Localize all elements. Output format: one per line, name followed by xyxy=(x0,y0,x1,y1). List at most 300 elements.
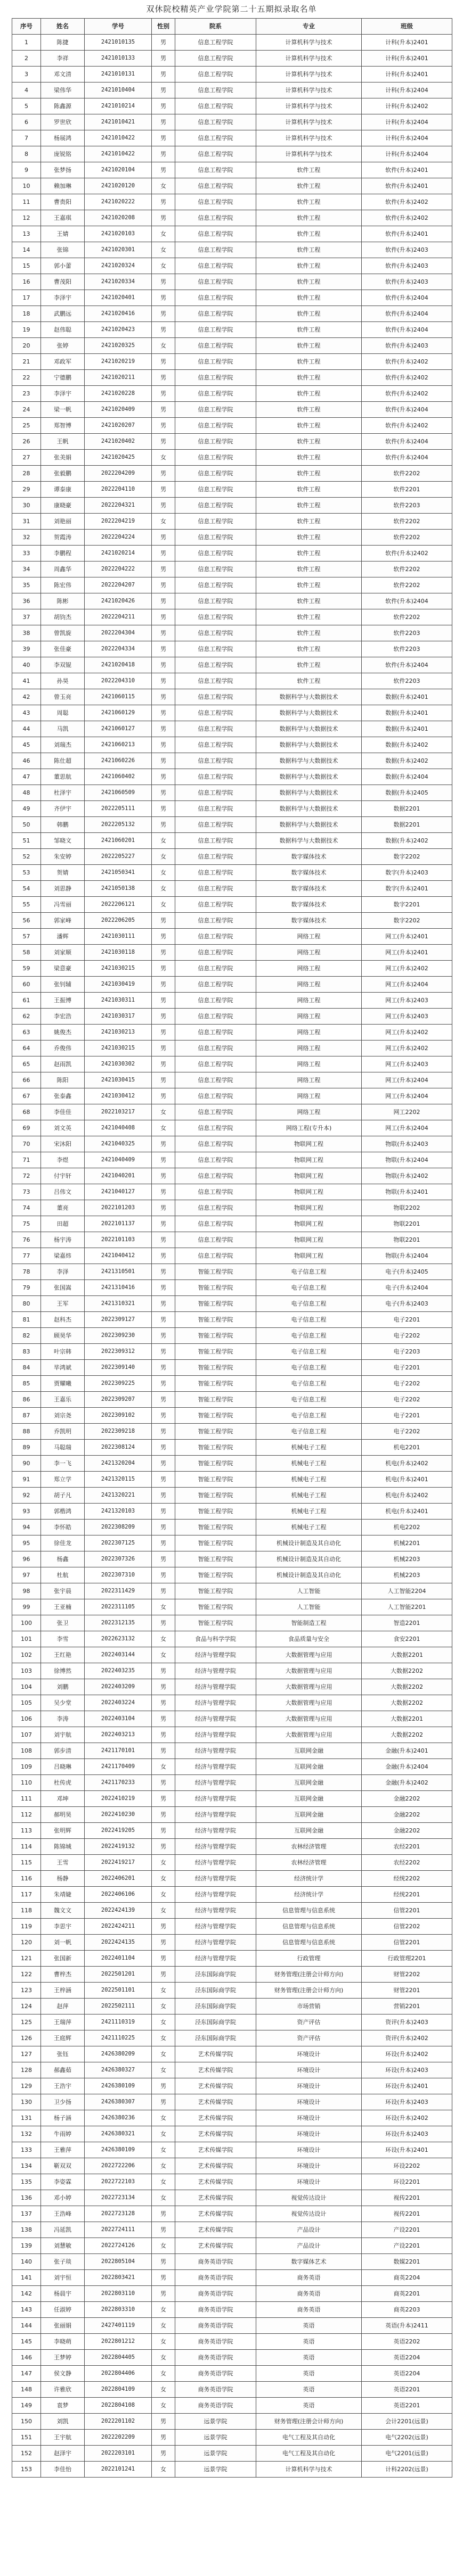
student-college-cell: 信息工程学院 xyxy=(175,67,256,82)
student-id-cell: 2421320204 xyxy=(85,1456,152,1472)
student-name-cell: 赵科杰 xyxy=(41,1312,85,1328)
student-class-cell: 视传2201 xyxy=(362,2206,452,2222)
student-gender-cell: 男 xyxy=(152,2206,175,2222)
table-row xyxy=(12,1951,452,1967)
student-college-cell: 信息工程学院 xyxy=(175,466,256,482)
student-gender-cell: 男 xyxy=(152,993,175,1009)
student-name-cell: 郭家峰 xyxy=(41,913,85,929)
student-class-cell: 计科2202(远景) xyxy=(362,2462,452,2478)
student-name-cell: 曹茂阳 xyxy=(41,274,85,290)
student-id-cell: 2421020425 xyxy=(85,450,152,466)
student-major-cell: 软件工程 xyxy=(256,210,362,226)
student-name-cell: 杨宇涛 xyxy=(41,1232,85,1248)
table-row xyxy=(12,2046,452,2062)
table-row xyxy=(12,1935,452,1951)
student-gender-cell: 女 xyxy=(152,2398,175,2414)
student-major-cell: 商务英语 xyxy=(256,2302,362,2318)
student-class-cell: 大数据2202 xyxy=(362,1695,452,1711)
student-id-cell: 2022309218 xyxy=(85,1424,152,1440)
student-gender-cell: 男 xyxy=(152,945,175,961)
student-gender-cell: 女 xyxy=(152,2046,175,2062)
student-gender-cell: 男 xyxy=(152,354,175,370)
student-college-cell: 艺术传媒学院 xyxy=(175,2238,256,2254)
student-major-cell: 互联网金融 xyxy=(256,1823,362,1839)
student-college-cell: 智能工程学院 xyxy=(175,1520,256,1535)
student-id-cell: 2022307125 xyxy=(85,1535,152,1551)
student-id-cell: 2421020423 xyxy=(85,322,152,338)
table-row xyxy=(12,1727,452,1743)
row-index-cell: 18 xyxy=(12,306,41,322)
student-class-cell: 软件(升本)2402 xyxy=(362,354,452,370)
row-index-cell: 8 xyxy=(12,146,41,162)
table-row xyxy=(12,1088,452,1104)
student-name-cell: 潘辉 xyxy=(41,929,85,945)
student-gender-cell: 男 xyxy=(152,290,175,306)
student-id-cell: 2421030412 xyxy=(85,1088,152,1104)
row-index-cell: 50 xyxy=(12,817,41,833)
student-class-cell: 数据(升本)2402 xyxy=(362,753,452,769)
student-id-cell: 2421020418 xyxy=(85,657,152,673)
document-title: 双休院校精英产业学院第二十五期拟录取名单 xyxy=(146,4,317,14)
student-class-cell: 软件(升本)2402 xyxy=(362,370,452,386)
student-college-cell: 信息工程学院 xyxy=(175,625,256,641)
row-index-cell: 4 xyxy=(12,82,41,98)
row-index-cell: 105 xyxy=(12,1695,41,1711)
row-index-cell: 90 xyxy=(12,1456,41,1472)
table-row xyxy=(12,577,452,593)
row-index-cell: 70 xyxy=(12,1136,41,1152)
table-row xyxy=(12,2446,452,2462)
row-index-cell: 57 xyxy=(12,929,41,945)
row-index-cell: 115 xyxy=(12,1855,41,1871)
student-college-cell: 信息工程学院 xyxy=(175,274,256,290)
table-row xyxy=(12,562,452,577)
table-row xyxy=(12,785,452,801)
student-name-cell: 陈仕超 xyxy=(41,753,85,769)
student-major-cell: 软件工程 xyxy=(256,657,362,673)
student-name-cell: 刘凯 xyxy=(41,2414,85,2430)
student-major-cell: 计算机科学与技术 xyxy=(256,67,362,82)
student-id-cell: 2022419132 xyxy=(85,1839,152,1855)
student-major-cell: 行政管理 xyxy=(256,1951,362,1967)
table-row xyxy=(12,1312,452,1328)
student-class-cell: 产设2201 xyxy=(362,2238,452,2254)
student-college-cell: 信息工程学院 xyxy=(175,114,256,130)
student-class-cell: 软件(升本)2404 xyxy=(362,450,452,466)
student-class-cell: 数据2201 xyxy=(362,801,452,817)
student-class-cell: 物联(升本)2403 xyxy=(362,1136,452,1152)
student-college-cell: 艺术传媒学院 xyxy=(175,2222,256,2238)
row-index-cell: 40 xyxy=(12,657,41,673)
table-row xyxy=(12,386,452,402)
student-class-cell: 机电2202 xyxy=(362,1520,452,1535)
student-college-cell: 艺术传媒学院 xyxy=(175,2190,256,2206)
student-major-cell: 电子信息工程 xyxy=(256,1280,362,1296)
table-row xyxy=(12,482,452,498)
row-index-cell: 54 xyxy=(12,881,41,897)
table-row xyxy=(12,1408,452,1424)
student-name-cell: 张卫 xyxy=(41,1615,85,1631)
student-name-cell: 胡子凡 xyxy=(41,1488,85,1504)
student-name-cell: 李佳怡 xyxy=(41,2462,85,2478)
row-index-cell: 55 xyxy=(12,897,41,913)
student-major-cell: 环境设计 xyxy=(256,2062,362,2078)
row-index-cell: 34 xyxy=(12,562,41,577)
row-index-cell: 59 xyxy=(12,961,41,977)
student-class-cell: 食安2201 xyxy=(362,1631,452,1647)
student-college-cell: 经济与管理学院 xyxy=(175,1663,256,1679)
student-major-cell: 物联网工程 xyxy=(256,1248,362,1264)
student-college-cell: 经济与管理学院 xyxy=(175,1935,256,1951)
student-name-cell: 杨静 xyxy=(41,1871,85,1887)
student-name-cell: 刘宇航 xyxy=(41,1727,85,1743)
student-college-cell: 信息工程学院 xyxy=(175,354,256,370)
student-gender-cell: 男 xyxy=(152,1056,175,1072)
row-index-cell: 36 xyxy=(12,593,41,609)
row-index-cell: 151 xyxy=(12,2430,41,2446)
student-class-cell: 网工(升本)2401 xyxy=(362,929,452,945)
student-major-cell: 数字媒体技术 xyxy=(256,913,362,929)
student-major-cell: 电子信息工程 xyxy=(256,1424,362,1440)
student-name-cell: 刘思静 xyxy=(41,881,85,897)
student-name-cell: 武鹏远 xyxy=(41,306,85,322)
column-header-class: 班级 xyxy=(362,19,452,35)
student-major-cell: 软件工程 xyxy=(256,546,362,562)
student-college-cell: 智能工程学院 xyxy=(175,1551,256,1567)
student-college-cell: 信息工程学院 xyxy=(175,913,256,929)
student-gender-cell: 女 xyxy=(152,897,175,913)
student-id-cell: 2022801212 xyxy=(85,2334,152,2350)
row-index-cell: 95 xyxy=(12,1535,41,1551)
table-row xyxy=(12,2222,452,2238)
student-id-cell: 2421020120 xyxy=(85,178,152,194)
student-id-cell: 2421030415 xyxy=(85,1072,152,1088)
student-college-cell: 信息工程学院 xyxy=(175,817,256,833)
student-major-cell: 软件工程 xyxy=(256,178,362,194)
student-class-cell: 软件2203 xyxy=(362,498,452,514)
student-name-cell: 曾玉亮 xyxy=(41,689,85,705)
student-class-cell: 环设(升本)2403 xyxy=(362,2062,452,2078)
student-class-cell: 软件(升本)2404 xyxy=(362,434,452,450)
table-row xyxy=(12,977,452,993)
student-college-cell: 信息工程学院 xyxy=(175,130,256,146)
student-major-cell: 机械电子工程 xyxy=(256,1504,362,1520)
student-name-cell: 刘瑞杰 xyxy=(41,737,85,753)
student-college-cell: 艺术传媒学院 xyxy=(175,2110,256,2126)
student-class-cell: 英语(升本)2411 xyxy=(362,2318,452,2334)
student-class-cell: 软件(升本)2402 xyxy=(362,418,452,434)
student-id-cell: 2421020222 xyxy=(85,194,152,210)
student-class-cell: 电子2202 xyxy=(362,1376,452,1392)
student-gender-cell: 女 xyxy=(152,2142,175,2158)
student-id-cell: 2421040325 xyxy=(85,1136,152,1152)
student-college-cell: 智能工程学院 xyxy=(175,1296,256,1312)
student-id-cell: 2421030311 xyxy=(85,993,152,1009)
table-row xyxy=(12,1711,452,1727)
row-index-cell: 75 xyxy=(12,1216,41,1232)
row-index-cell: 60 xyxy=(12,977,41,993)
student-gender-cell: 男 xyxy=(152,546,175,562)
row-index-cell: 89 xyxy=(12,1440,41,1456)
student-gender-cell: 男 xyxy=(152,1711,175,1727)
student-id-cell: 2421020401 xyxy=(85,290,152,306)
student-class-cell: 软件2202 xyxy=(362,577,452,593)
table-row xyxy=(12,2254,452,2270)
student-class-cell: 金融2202 xyxy=(362,1791,452,1807)
student-major-cell: 电子信息工程 xyxy=(256,1392,362,1408)
row-index-cell: 42 xyxy=(12,689,41,705)
student-major-cell: 软件工程 xyxy=(256,498,362,514)
row-index-cell: 102 xyxy=(12,1647,41,1663)
student-name-cell: 陈彬 xyxy=(41,593,85,609)
student-gender-cell: 男 xyxy=(152,1535,175,1551)
student-id-cell: 2022204209 xyxy=(85,466,152,482)
student-major-cell: 软件工程 xyxy=(256,530,362,546)
student-name-cell: 李泽宇 xyxy=(41,290,85,306)
student-id-cell: 2426380327 xyxy=(85,2062,152,2078)
student-gender-cell: 女 xyxy=(152,833,175,849)
student-major-cell: 电子信息工程 xyxy=(256,1344,362,1360)
student-class-cell: 物联(升本)2404 xyxy=(362,1248,452,1264)
student-name-cell: 郭小蕾 xyxy=(41,258,85,274)
student-college-cell: 信息工程学院 xyxy=(175,737,256,753)
student-gender-cell: 男 xyxy=(152,2094,175,2110)
student-college-cell: 智能工程学院 xyxy=(175,1456,256,1472)
student-name-cell: 王婧 xyxy=(41,226,85,242)
row-index-cell: 126 xyxy=(12,2030,41,2046)
student-college-cell: 智能工程学院 xyxy=(175,1376,256,1392)
row-index-cell: 107 xyxy=(12,1727,41,1743)
student-major-cell: 软件工程 xyxy=(256,641,362,657)
student-major-cell: 经济统计学 xyxy=(256,1887,362,1903)
student-name-cell: 张丽娟 xyxy=(41,2318,85,2334)
student-name-cell: 杨子涵 xyxy=(41,2110,85,2126)
student-name-cell: 赵伟聪 xyxy=(41,322,85,338)
student-college-cell: 经济与管理学院 xyxy=(175,1823,256,1839)
student-college-cell: 信息工程学院 xyxy=(175,35,256,51)
student-gender-cell: 男 xyxy=(152,402,175,418)
row-index-cell: 2 xyxy=(12,51,41,67)
student-id-cell: 2421020325 xyxy=(85,338,152,354)
student-class-cell: 信管2202 xyxy=(362,1919,452,1935)
student-gender-cell: 男 xyxy=(152,51,175,67)
row-index-cell: 109 xyxy=(12,1759,41,1775)
student-name-cell: 徐佳龙 xyxy=(41,1535,85,1551)
student-gender-cell: 男 xyxy=(152,1216,175,1232)
student-major-cell: 数字媒体技术 xyxy=(256,865,362,881)
row-index-cell: 124 xyxy=(12,1999,41,2014)
student-name-cell: 陈鑫源 xyxy=(41,98,85,114)
student-college-cell: 艺术传媒学院 xyxy=(175,2126,256,2142)
table-row xyxy=(12,1344,452,1360)
table-row xyxy=(12,801,452,817)
student-id-cell: 2421010422 xyxy=(85,130,152,146)
student-class-cell: 金融(升本)2404 xyxy=(362,1759,452,1775)
table-row xyxy=(12,1759,452,1775)
student-gender-cell: 男 xyxy=(152,98,175,114)
table-row xyxy=(12,35,452,51)
student-id-cell: 2022204211 xyxy=(85,609,152,625)
student-major-cell: 机械设计制造及其自动化 xyxy=(256,1535,362,1551)
student-major-cell: 数据科学与大数据技术 xyxy=(256,833,362,849)
table-row xyxy=(12,2270,452,2286)
student-gender-cell: 男 xyxy=(152,322,175,338)
student-major-cell: 互联网金融 xyxy=(256,1807,362,1823)
student-class-cell: 数字(升本)2401 xyxy=(362,881,452,897)
student-class-cell: 机电(升本)2402 xyxy=(362,1456,452,1472)
student-major-cell: 网络工程(专升本) xyxy=(256,1120,362,1136)
student-gender-cell: 女 xyxy=(152,1887,175,1903)
student-id-cell: 2022804108 xyxy=(85,2398,152,2414)
student-major-cell: 环境设计 xyxy=(256,2110,362,2126)
student-name-cell: 杜传虎 xyxy=(41,1775,85,1791)
table-row xyxy=(12,2062,452,2078)
row-index-cell: 97 xyxy=(12,1567,41,1583)
student-id-cell: 2421020214 xyxy=(85,546,152,562)
student-id-cell: 2421030111 xyxy=(85,929,152,945)
student-name-cell: 庞锐铭 xyxy=(41,146,85,162)
student-id-cell: 2421030215 xyxy=(85,961,152,977)
student-major-cell: 网络工程 xyxy=(256,929,362,945)
student-college-cell: 信息工程学院 xyxy=(175,865,256,881)
student-college-cell: 信息工程学院 xyxy=(175,833,256,849)
student-college-cell: 经济与管理学院 xyxy=(175,1679,256,1695)
student-major-cell: 网络工程 xyxy=(256,1072,362,1088)
student-class-cell: 网工(升本)2402 xyxy=(362,1025,452,1041)
student-id-cell: 2022204110 xyxy=(85,482,152,498)
student-gender-cell: 男 xyxy=(152,530,175,546)
student-id-cell: 2421050341 xyxy=(85,865,152,881)
student-gender-cell: 男 xyxy=(152,737,175,753)
table-row xyxy=(12,2462,452,2478)
student-id-cell: 2426380307 xyxy=(85,2094,152,2110)
student-gender-cell: 男 xyxy=(152,67,175,82)
student-college-cell: 商务英语学院 xyxy=(175,2318,256,2334)
row-index-cell: 1 xyxy=(12,35,41,51)
student-id-cell: 2022202209 xyxy=(85,2430,152,2446)
student-id-cell: 2022309207 xyxy=(85,1392,152,1408)
student-id-cell: 2421010131 xyxy=(85,67,152,82)
student-gender-cell: 男 xyxy=(152,1168,175,1184)
student-major-cell: 大数据管理与应用 xyxy=(256,1711,362,1727)
student-major-cell: 物联网工程 xyxy=(256,1232,362,1248)
student-class-cell: 软件2202 xyxy=(362,466,452,482)
student-major-cell: 物联网工程 xyxy=(256,1200,362,1216)
student-college-cell: 信息工程学院 xyxy=(175,977,256,993)
student-name-cell: 董亮 xyxy=(41,1200,85,1216)
student-name-cell: 刘艳丽 xyxy=(41,514,85,530)
student-name-cell: 罗世欣 xyxy=(41,114,85,130)
student-name-cell: 郭楷鸿 xyxy=(41,1504,85,1520)
student-name-cell: 邓坤 xyxy=(41,1791,85,1807)
student-id-cell: 2421020228 xyxy=(85,386,152,402)
table-row xyxy=(12,833,452,849)
student-name-cell: 徐博然 xyxy=(41,1663,85,1679)
student-gender-cell: 女 xyxy=(152,450,175,466)
student-class-cell: 商英2203 xyxy=(362,2302,452,2318)
table-row xyxy=(12,306,452,322)
table-row xyxy=(12,993,452,1009)
student-gender-cell: 女 xyxy=(152,1871,175,1887)
student-id-cell: 2421020334 xyxy=(85,274,152,290)
student-name-cell: 许雅欣 xyxy=(41,2382,85,2398)
student-name-cell: 陈宏伟 xyxy=(41,577,85,593)
table-row xyxy=(12,98,452,114)
student-college-cell: 信息工程学院 xyxy=(175,945,256,961)
student-gender-cell: 女 xyxy=(152,1647,175,1663)
student-college-cell: 信息工程学院 xyxy=(175,705,256,721)
table-row xyxy=(12,210,452,226)
student-name-cell: 杨晨宇 xyxy=(41,2286,85,2302)
row-index-cell: 121 xyxy=(12,1951,41,1967)
student-college-cell: 信息工程学院 xyxy=(175,210,256,226)
student-major-cell: 英语 xyxy=(256,2382,362,2398)
student-id-cell: 2421020402 xyxy=(85,434,152,450)
student-name-cell: 乔凯明 xyxy=(41,1424,85,1440)
student-id-cell: 2022502111 xyxy=(85,1999,152,2014)
student-class-cell: 数字2202 xyxy=(362,849,452,865)
student-name-cell: 李泽 xyxy=(41,1264,85,1280)
column-header-college: 院系 xyxy=(175,19,256,35)
student-gender-cell: 男 xyxy=(152,2254,175,2270)
student-id-cell: 2421020416 xyxy=(85,306,152,322)
student-gender-cell: 女 xyxy=(152,2350,175,2366)
table-row xyxy=(12,1791,452,1807)
student-major-cell: 机械电子工程 xyxy=(256,1440,362,1456)
student-major-cell: 商务英语 xyxy=(256,2286,362,2302)
student-gender-cell: 女 xyxy=(152,514,175,530)
student-id-cell: 2022803421 xyxy=(85,2270,152,2286)
table-row xyxy=(12,290,452,306)
student-college-cell: 信息工程学院 xyxy=(175,929,256,945)
student-college-cell: 智能工程学院 xyxy=(175,1424,256,1440)
student-major-cell: 环境设计 xyxy=(256,2046,362,2062)
student-class-cell: 计科(升本)2404 xyxy=(362,130,452,146)
student-name-cell: 胡钧杰 xyxy=(41,609,85,625)
row-index-cell: 116 xyxy=(12,1871,41,1887)
student-gender-cell: 男 xyxy=(152,1312,175,1328)
table-row xyxy=(12,1775,452,1791)
row-index-cell: 23 xyxy=(12,386,41,402)
student-gender-cell: 男 xyxy=(152,1967,175,1983)
student-major-cell: 软件工程 xyxy=(256,386,362,402)
student-major-cell: 计算机科学与技术 xyxy=(256,146,362,162)
student-name-cell: 刘鹏 xyxy=(41,1679,85,1695)
row-index-cell: 144 xyxy=(12,2318,41,2334)
student-name-cell: 王振博 xyxy=(41,993,85,1009)
student-gender-cell: 男 xyxy=(152,482,175,498)
row-index-cell: 82 xyxy=(12,1328,41,1344)
student-class-cell: 商英2204 xyxy=(362,2270,452,2286)
student-college-cell: 智能工程学院 xyxy=(175,1472,256,1488)
student-college-cell: 商务英语学院 xyxy=(175,2350,256,2366)
student-major-cell: 财务管理(注册会计师方向) xyxy=(256,1967,362,1983)
student-major-cell: 软件工程 xyxy=(256,226,362,242)
table-row xyxy=(12,114,452,130)
row-index-cell: 139 xyxy=(12,2238,41,2254)
student-major-cell: 人工智能 xyxy=(256,1583,362,1599)
student-gender-cell: 男 xyxy=(152,929,175,945)
student-college-cell: 信息工程学院 xyxy=(175,1072,256,1088)
student-name-cell: 李怀皓 xyxy=(41,1520,85,1535)
student-name-cell: 邓文清 xyxy=(41,67,85,82)
admission-table xyxy=(12,18,452,2478)
student-id-cell: 2022803110 xyxy=(85,2286,152,2302)
student-gender-cell: 男 xyxy=(152,1695,175,1711)
row-index-cell: 92 xyxy=(12,1488,41,1504)
table-row xyxy=(12,1488,452,1504)
row-index-cell: 45 xyxy=(12,737,41,753)
